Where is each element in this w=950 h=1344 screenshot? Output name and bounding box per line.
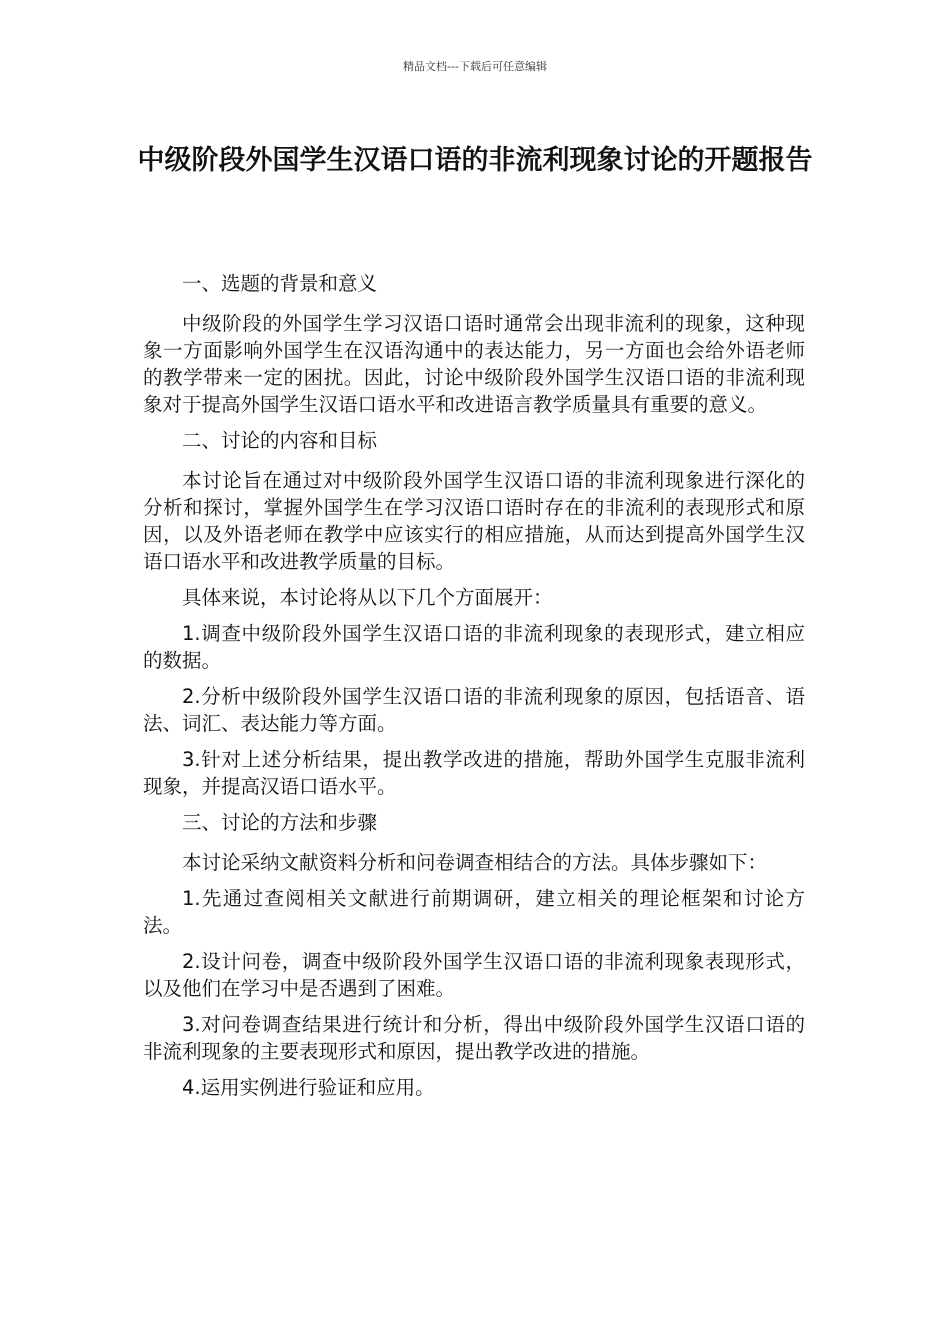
list-item: 1.调查中级阶段外国学生汉语口语的非流利现象的表现形式，建立相应的数据。 [143, 622, 805, 672]
paragraph: 中级阶段的外国学生学习汉语口语时通常会出现非流利的现象，这种现象一方面影响外国学生在汉语沟通中的表达能力，另一方面也会给外语老师的教学带来一定的困扰。因此，讨论中级阶段外国学生汉语口语的非流利现象对于提高外国学生汉语口语水平和改进语言教学质量具有重要的意义。 [143, 312, 805, 416]
list-item: 1.先通过查阅相关文献进行前期调研，建立相关的理论框架和讨论方法。 [143, 887, 805, 937]
list-item: 3.针对上述分析结果，提出教学改进的措施，帮助外国学生克服非流利现象，并提高汉语口语水平。 [143, 748, 805, 798]
paragraph: 具体来说，本讨论将从以下几个方面展开： [182, 586, 553, 609]
section-heading-content-goals: 二、讨论的内容和目标 [182, 429, 378, 452]
section-heading-methods: 三、讨论的方法和步骤 [182, 811, 378, 834]
list-item: 2.设计问卷，调查中级阶段外国学生汉语口语的非流利现象表现形式，以及他们在学习中是否遇到了困难。 [143, 950, 805, 1000]
paragraph: 本讨论旨在通过对中级阶段外国学生汉语口语的非流利现象进行深化的分析和探讨，掌握外国学生在学习汉语口语时存在的非流利的表现形式和原因，以及外语老师在教学中应该实行的相应措施，从而达到提高外国学生汉语口语水平和改进教学质量的目标。 [143, 469, 805, 573]
section-heading-background: 一、选题的背景和意义 [182, 272, 378, 295]
list-item: 4.运用实例进行验证和应用。 [182, 1076, 435, 1099]
paragraph: 本讨论采纳文献资料分析和问卷调查相结合的方法。具体步骤如下： [182, 851, 768, 874]
list-item: 3.对问卷调查结果进行统计和分析，得出中级阶段外国学生汉语口语的非流利现象的主要表现形式和原因，提出教学改进的措施。 [143, 1013, 805, 1063]
header-note: 精品文档---下载后可任意编辑 [403, 60, 547, 73]
document-title: 中级阶段外国学生汉语口语的非流利现象讨论的开题报告 [137, 145, 813, 176]
document-body [143, 270, 805, 1110]
list-item: 2.分析中级阶段外国学生汉语口语的非流利现象的原因，包括语音、语法、词汇、表达能力等方面。 [143, 685, 805, 735]
